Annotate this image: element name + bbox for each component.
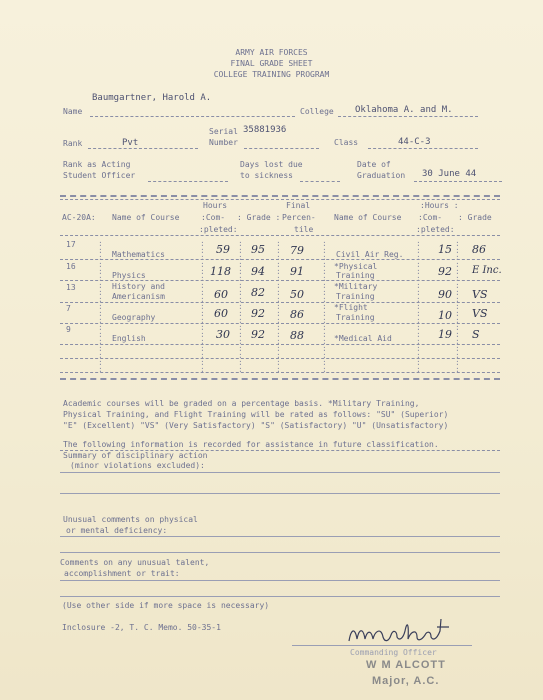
college-rule [338, 116, 478, 117]
row1-hours: 59 [216, 243, 230, 256]
grad-label-1: Date of [357, 160, 391, 169]
row3-course: History and [112, 282, 165, 291]
header-bottom-rule [60, 235, 500, 236]
col-sep-5: : : : : : : : : : : : : : : : : : : : [322, 239, 327, 374]
col-sep-2: : : : : : : : : : : : : : : : : : : : [200, 239, 205, 374]
th-ac: AC-20A: [62, 213, 96, 222]
acting-label-1: Rank as Acting [63, 160, 131, 169]
row2-course: Physics [112, 271, 146, 280]
row4-pct: 86 [290, 308, 304, 321]
row1-course-r: Civil Air Reg. [336, 250, 404, 259]
th-rhours-3: :pleted: [416, 225, 455, 234]
talent-rule-2 [60, 596, 500, 597]
row4-course-r2: Training [336, 313, 375, 322]
inclosure-text: Inclosure -2, T. C. Memo. 50-35-1 [62, 623, 221, 632]
row3-course-r: *Military [334, 282, 378, 291]
note-line-1: Academic courses will be graded on a percentage basis. *Military Training, [63, 399, 420, 408]
name-value: Baumgartner, Harold A. [92, 93, 212, 103]
row2-pct: 91 [290, 265, 304, 278]
phys-rule-1 [60, 536, 500, 537]
row3-rgrade: VS [472, 288, 488, 301]
th-final-1: Final [286, 201, 311, 210]
stamp-name: W M ALCOTT [366, 659, 446, 671]
talent-rule-1 [60, 580, 500, 581]
header-line-1: ARMY AIR FORCES [235, 48, 308, 57]
table-top-rule [60, 195, 500, 197]
header-line-3: COLLEGE TRAINING PROGRAM [213, 70, 330, 79]
co-label: Commanding Officer [350, 648, 437, 657]
th-hours-3: :pleted: [199, 225, 238, 234]
serial-rule [244, 148, 319, 149]
row5-rhours: 19 [438, 328, 452, 341]
row2-ac: 16 [66, 262, 76, 271]
acting-rule [148, 181, 228, 182]
row3-course-2: Americanism [112, 292, 165, 301]
grad-value: 30 June 44 [422, 169, 477, 179]
disciplinary-label-2: (minor violations excluded): [70, 461, 205, 470]
disc-rule-2 [60, 493, 500, 494]
college-value: Oklahoma A. and M. [355, 105, 453, 115]
row2-grade: 94 [251, 265, 265, 278]
col-sep-6: : : : : : : : : : : : : : : : : : : : [416, 239, 421, 374]
row3-grade: 82 [251, 286, 265, 299]
row2-rgrade: E Inc. [472, 265, 502, 276]
col-sep-1: : : : : : : : : : : : : : : : : : : : [98, 239, 103, 374]
row3-ac: 13 [66, 283, 76, 292]
col-sep-3: : : : : : : : : : : : : : : : : : : : [238, 239, 243, 374]
row3-pct: 50 [290, 288, 304, 301]
row4-course-r: *Flight [334, 303, 368, 312]
row5-course: English [112, 334, 146, 343]
row1-ac: 17 [66, 240, 76, 249]
th-hours-1: Hours [203, 201, 228, 210]
th-rhours-1: :Hours : [420, 201, 459, 210]
note-line-4: The following information is recorded for assistance in future classification. [63, 440, 439, 449]
table-top-rule-2 [60, 199, 500, 200]
grad-rule [414, 181, 502, 182]
row2-rhours: 92 [438, 265, 452, 278]
note-line-3: "E" (Excellent) "VS" (Very Satisfactory) "S" (Satisfactory) "U" (Unsatisfactory) [63, 421, 449, 430]
other-side-note: (Use other side if more space is necessary) [62, 601, 270, 610]
talent-label-1: Comments on any unusual talent, [60, 558, 210, 567]
rank-label: Rank [63, 139, 83, 148]
row1-rgrade: 86 [472, 243, 486, 256]
class-value: 44-C-3 [398, 137, 431, 147]
stamp-rank: Major, A.C. [372, 675, 440, 687]
days-label-1: Days lost due [240, 160, 303, 169]
row3-rhours: 90 [438, 288, 452, 301]
row4-rhours: 10 [438, 309, 452, 322]
rank-rule [88, 148, 198, 149]
grad-label-2: Graduation [357, 171, 406, 180]
row5-grade: 92 [251, 328, 265, 341]
class-label: Class [334, 138, 359, 147]
th-course: Name of Course [112, 213, 180, 222]
th-course-r: Name of Course [334, 213, 402, 222]
row2-course-r: *Physical [334, 262, 378, 271]
days-label-2: to sickness [240, 171, 293, 180]
note-line-2: Physical Training, and Flight Training will be rated as follows: "SU" (Superior) [63, 410, 449, 419]
phys-rule-2 [60, 552, 500, 553]
physical-label-2: or mental deficiency: [66, 526, 168, 535]
serial-label-1: Serial [209, 127, 238, 136]
serial-value: 35881936 [243, 125, 287, 135]
disciplinary-label-1: Summary of disciplinary action [63, 451, 208, 460]
row3-course-r2: Training [336, 292, 375, 301]
th-rgrade: : Grade [458, 213, 492, 222]
rank-value: Pvt [122, 138, 139, 148]
class-rule [368, 148, 478, 149]
col-sep-7: : : : : : : : : : : : : : : : : : : : [455, 239, 460, 374]
th-rhours-2: :Com- [418, 213, 443, 222]
table-bottom-rule [60, 378, 500, 380]
row3-hours: 60 [214, 288, 228, 301]
th-final-2: Percen- [282, 213, 316, 222]
talent-label-2: accomplishment or trait: [64, 569, 180, 578]
header-line-2: FINAL GRADE SHEET [230, 59, 313, 68]
th-hours-2: :Com- [201, 213, 226, 222]
disc-rule-1 [60, 472, 500, 473]
days-rule [300, 181, 340, 182]
row1-pct: 79 [290, 244, 304, 257]
row2-hours: 118 [210, 265, 231, 278]
row5-ac: 9 [66, 325, 71, 334]
th-grade: : Grade : [237, 213, 281, 222]
row1-rhours: 15 [438, 243, 452, 256]
row4-rgrade: VS [472, 307, 488, 320]
row1-grade: 95 [251, 243, 265, 256]
row4-grade: 92 [251, 307, 265, 320]
serial-label-2: Number [209, 138, 238, 147]
acting-label-2: Student Officer [63, 171, 136, 180]
name-rule [90, 116, 295, 117]
row2-course-r2: Training [336, 271, 375, 280]
physical-label-1: Unusual comments on physical [63, 515, 198, 524]
row5-rgrade: S [472, 328, 480, 341]
col-sep-4: : : : : : : : : : : : : : : : : : : : [276, 239, 281, 374]
row5-pct: 88 [290, 329, 304, 342]
row4-hours: 60 [214, 307, 228, 320]
college-label: College [300, 107, 334, 116]
row5-course-r: *Medical Aid [334, 334, 392, 343]
row5-hours: 30 [216, 328, 230, 341]
th-final-3: tile [294, 225, 314, 234]
row1-course: Mathematics [112, 250, 165, 259]
name-label: Name [63, 107, 83, 116]
row4-ac: 7 [66, 304, 71, 313]
row4-course: Geography [112, 313, 156, 322]
signature-rule [292, 645, 472, 646]
